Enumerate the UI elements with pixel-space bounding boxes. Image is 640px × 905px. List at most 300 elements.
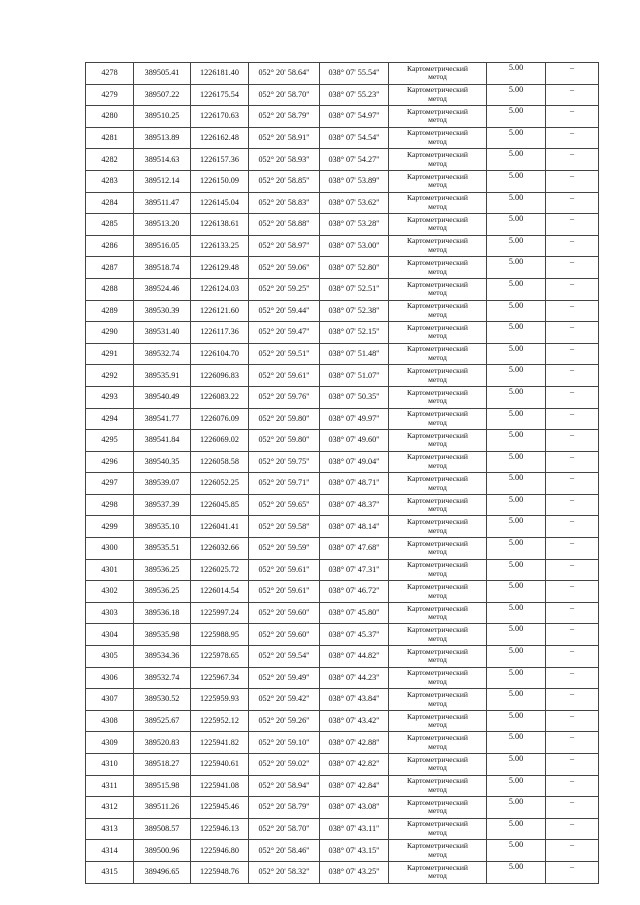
method-cell: [389, 386, 487, 408]
note-cell: –: [546, 775, 599, 797]
y-coordinate-cell: 1226041.41: [191, 516, 249, 538]
method-cell: [389, 473, 487, 495]
point-number-cell: 4285: [86, 214, 134, 236]
table-row: [86, 106, 599, 128]
method-cell: [389, 602, 487, 624]
table-row: [86, 861, 599, 883]
method-line-1: Картометрический: [407, 841, 468, 851]
latitude-cell: 052° 20' 58.70": [249, 818, 320, 840]
x-coordinate-cell: 389511.26: [134, 797, 191, 819]
method-cell: [389, 818, 487, 840]
point-number-cell: 4290: [86, 322, 134, 344]
longitude-cell: 038° 07' 42.84": [320, 775, 389, 797]
note-cell: –: [546, 127, 599, 149]
y-coordinate-cell: 1226170.63: [191, 106, 249, 128]
accuracy-cell: 5.00: [487, 602, 546, 624]
x-coordinate-cell: 389532.74: [134, 667, 191, 689]
accuracy-cell: 5.00: [487, 84, 546, 106]
point-number-cell: 4291: [86, 343, 134, 365]
latitude-cell: 052° 20' 58.79": [249, 797, 320, 819]
method-line-1: Картометрический: [407, 711, 468, 721]
longitude-cell: 038° 07' 47.68": [320, 538, 389, 560]
method-line-1: Картометрический: [407, 63, 468, 73]
y-coordinate-cell: 1225946.13: [191, 818, 249, 840]
latitude-cell: 052° 20' 59.61": [249, 559, 320, 581]
method-line-1: Картометрический: [407, 733, 468, 743]
table-row: [86, 689, 599, 711]
longitude-cell: 038° 07' 54.27": [320, 149, 389, 171]
y-coordinate-cell: 1226150.09: [191, 170, 249, 192]
point-number-cell: 4283: [86, 170, 134, 192]
latitude-cell: 052° 20' 59.80": [249, 430, 320, 452]
note-cell: –: [546, 300, 599, 322]
method-line-2: метод: [428, 93, 447, 103]
table-row: [86, 386, 599, 408]
x-coordinate-cell: 389535.98: [134, 624, 191, 646]
method-line-2: метод: [428, 676, 447, 686]
method-cell: [389, 451, 487, 473]
x-coordinate-cell: 389518.74: [134, 257, 191, 279]
method-line-2: метод: [428, 266, 447, 276]
longitude-cell: 038° 07' 48.37": [320, 494, 389, 516]
method-cell: [389, 365, 487, 387]
y-coordinate-cell: 1225948.76: [191, 861, 249, 883]
method-line-1: Картометрический: [407, 560, 468, 570]
method-line-2: метод: [428, 460, 447, 470]
latitude-cell: 052° 20' 59.60": [249, 602, 320, 624]
accuracy-cell: 5.00: [487, 689, 546, 711]
y-coordinate-cell: 1225967.34: [191, 667, 249, 689]
point-number-cell: 4301: [86, 559, 134, 581]
latitude-cell: 052° 20' 58.83": [249, 192, 320, 214]
point-number-cell: 4297: [86, 473, 134, 495]
method-line-2: метод: [428, 633, 447, 643]
method-line-1: Картометрический: [407, 689, 468, 699]
note-cell: –: [546, 840, 599, 862]
method-cell: [389, 624, 487, 646]
table-row: [86, 624, 599, 646]
table-row: [86, 408, 599, 430]
point-number-cell: 4286: [86, 235, 134, 257]
note-cell: –: [546, 257, 599, 279]
x-coordinate-cell: 389531.40: [134, 322, 191, 344]
method-line-1: Картометрический: [407, 128, 468, 138]
method-line-1: Картометрический: [407, 106, 468, 116]
accuracy-cell: 5.00: [487, 235, 546, 257]
point-number-cell: 4292: [86, 365, 134, 387]
longitude-cell: 038° 07' 53.62": [320, 192, 389, 214]
method-line-2: метод: [428, 741, 447, 751]
y-coordinate-cell: 1226069.02: [191, 430, 249, 452]
latitude-cell: 052° 20' 58.97": [249, 235, 320, 257]
x-coordinate-cell: 389535.51: [134, 538, 191, 560]
note-cell: –: [546, 451, 599, 473]
latitude-cell: 052° 20' 59.06": [249, 257, 320, 279]
point-number-cell: 4307: [86, 689, 134, 711]
y-coordinate-cell: 1225941.08: [191, 775, 249, 797]
latitude-cell: 052° 20' 59.10": [249, 732, 320, 754]
accuracy-cell: 5.00: [487, 106, 546, 128]
method-line-1: Картометрический: [407, 538, 468, 548]
accuracy-cell: 5.00: [487, 667, 546, 689]
latitude-cell: 052° 20' 58.91": [249, 127, 320, 149]
latitude-cell: 052° 20' 59.65": [249, 494, 320, 516]
y-coordinate-cell: 1226096.83: [191, 365, 249, 387]
x-coordinate-cell: 389508.57: [134, 818, 191, 840]
accuracy-cell: 5.00: [487, 430, 546, 452]
method-cell: [389, 646, 487, 668]
longitude-cell: 038° 07' 43.25": [320, 861, 389, 883]
point-number-cell: 4309: [86, 732, 134, 754]
method-line-2: метод: [428, 525, 447, 535]
longitude-cell: 038° 07' 42.88": [320, 732, 389, 754]
table-row: [86, 602, 599, 624]
x-coordinate-cell: 389496.65: [134, 861, 191, 883]
note-cell: –: [546, 646, 599, 668]
y-coordinate-cell: 1225946.80: [191, 840, 249, 862]
method-line-2: метод: [428, 353, 447, 363]
note-cell: –: [546, 818, 599, 840]
x-coordinate-cell: 389532.74: [134, 343, 191, 365]
method-cell: [389, 516, 487, 538]
table-body: [86, 63, 599, 884]
method-line-2: метод: [428, 504, 447, 514]
x-coordinate-cell: 389534.36: [134, 646, 191, 668]
method-cell: [389, 494, 487, 516]
note-cell: –: [546, 797, 599, 819]
y-coordinate-cell: 1226145.04: [191, 192, 249, 214]
method-cell: [389, 754, 487, 776]
accuracy-cell: 5.00: [487, 343, 546, 365]
method-line-2: метод: [428, 374, 447, 384]
note-cell: –: [546, 408, 599, 430]
accuracy-cell: 5.00: [487, 646, 546, 668]
method-cell: [389, 106, 487, 128]
method-line-2: метод: [428, 180, 447, 190]
x-coordinate-cell: 389507.22: [134, 84, 191, 106]
note-cell: –: [546, 192, 599, 214]
method-line-1: Картометрический: [407, 258, 468, 268]
method-line-1: Картометрический: [407, 797, 468, 807]
table-row: [86, 516, 599, 538]
method-line-2: метод: [428, 309, 447, 319]
longitude-cell: 038° 07' 43.15": [320, 840, 389, 862]
note-cell: –: [546, 106, 599, 128]
x-coordinate-cell: 389510.25: [134, 106, 191, 128]
method-cell: [389, 235, 487, 257]
note-cell: –: [546, 343, 599, 365]
table-row: [86, 149, 599, 171]
table-row: [86, 84, 599, 106]
accuracy-cell: 5.00: [487, 538, 546, 560]
x-coordinate-cell: 389530.52: [134, 689, 191, 711]
accuracy-cell: 5.00: [487, 818, 546, 840]
method-line-2: метод: [428, 784, 447, 794]
longitude-cell: 038° 07' 46.72": [320, 581, 389, 603]
latitude-cell: 052° 20' 59.42": [249, 689, 320, 711]
y-coordinate-cell: 1226045.85: [191, 494, 249, 516]
latitude-cell: 052° 20' 59.54": [249, 646, 320, 668]
latitude-cell: 052° 20' 59.02": [249, 754, 320, 776]
note-cell: –: [546, 430, 599, 452]
method-line-2: метод: [428, 288, 447, 298]
method-cell: [389, 689, 487, 711]
table-row: [86, 775, 599, 797]
note-cell: –: [546, 365, 599, 387]
table-row: [86, 559, 599, 581]
point-number-cell: 4302: [86, 581, 134, 603]
note-cell: –: [546, 170, 599, 192]
longitude-cell: 038° 07' 55.23": [320, 84, 389, 106]
accuracy-cell: 5.00: [487, 516, 546, 538]
y-coordinate-cell: 1226133.25: [191, 235, 249, 257]
method-cell: [389, 170, 487, 192]
x-coordinate-cell: 389518.27: [134, 754, 191, 776]
longitude-cell: 038° 07' 53.28": [320, 214, 389, 236]
table-row: [86, 710, 599, 732]
y-coordinate-cell: 1225952.12: [191, 710, 249, 732]
x-coordinate-cell: 389525.67: [134, 710, 191, 732]
method-line-1: Картометрический: [407, 581, 468, 591]
table-row: [86, 322, 599, 344]
table-row: [86, 214, 599, 236]
coordinates-table: [85, 62, 599, 884]
method-line-1: Картометрический: [407, 366, 468, 376]
method-cell: [389, 861, 487, 883]
note-cell: –: [546, 754, 599, 776]
method-cell: [389, 667, 487, 689]
method-line-1: Картометрический: [407, 862, 468, 872]
note-cell: –: [546, 84, 599, 106]
method-line-1: Картометрический: [407, 603, 468, 613]
x-coordinate-cell: 389540.49: [134, 386, 191, 408]
longitude-cell: 038° 07' 48.14": [320, 516, 389, 538]
y-coordinate-cell: 1226032.66: [191, 538, 249, 560]
latitude-cell: 052° 20' 59.44": [249, 300, 320, 322]
accuracy-cell: 5.00: [487, 408, 546, 430]
method-line-2: метод: [428, 137, 447, 147]
y-coordinate-cell: 1225941.82: [191, 732, 249, 754]
method-line-1: Картометрический: [407, 668, 468, 678]
x-coordinate-cell: 389541.77: [134, 408, 191, 430]
table-row: [86, 581, 599, 603]
note-cell: –: [546, 473, 599, 495]
latitude-cell: 052° 20' 59.61": [249, 365, 320, 387]
table-row: [86, 840, 599, 862]
latitude-cell: 052° 20' 59.58": [249, 516, 320, 538]
y-coordinate-cell: 1225988.95: [191, 624, 249, 646]
x-coordinate-cell: 389511.47: [134, 192, 191, 214]
y-coordinate-cell: 1226083.22: [191, 386, 249, 408]
table-row: [86, 646, 599, 668]
latitude-cell: 052° 20' 59.76": [249, 386, 320, 408]
longitude-cell: 038° 07' 52.38": [320, 300, 389, 322]
point-number-cell: 4300: [86, 538, 134, 560]
x-coordinate-cell: 389500.96: [134, 840, 191, 862]
x-coordinate-cell: 389535.10: [134, 516, 191, 538]
method-line-2: метод: [428, 590, 447, 600]
table-row: [86, 818, 599, 840]
method-line-1: Картометрический: [407, 344, 468, 354]
y-coordinate-cell: 1225997.24: [191, 602, 249, 624]
method-line-1: Картометрический: [407, 387, 468, 397]
table-row: [86, 278, 599, 300]
method-line-2: метод: [428, 223, 447, 233]
accuracy-cell: 5.00: [487, 861, 546, 883]
longitude-cell: 038° 07' 43.84": [320, 689, 389, 711]
point-number-cell: 4296: [86, 451, 134, 473]
accuracy-cell: 5.00: [487, 710, 546, 732]
method-line-1: Картометрический: [407, 646, 468, 656]
point-number-cell: 4303: [86, 602, 134, 624]
latitude-cell: 052° 20' 59.25": [249, 278, 320, 300]
point-number-cell: 4282: [86, 149, 134, 171]
method-line-2: метод: [428, 547, 447, 557]
method-line-1: Картометрический: [407, 214, 468, 224]
latitude-cell: 052° 20' 58.85": [249, 170, 320, 192]
method-line-1: Картометрический: [407, 301, 468, 311]
x-coordinate-cell: 389536.18: [134, 602, 191, 624]
method-cell: [389, 581, 487, 603]
longitude-cell: 038° 07' 54.54": [320, 127, 389, 149]
note-cell: –: [546, 538, 599, 560]
method-line-2: метод: [428, 158, 447, 168]
longitude-cell: 038° 07' 53.89": [320, 170, 389, 192]
y-coordinate-cell: 1226076.09: [191, 408, 249, 430]
method-line-2: метод: [428, 331, 447, 341]
note-cell: –: [546, 559, 599, 581]
point-number-cell: 4312: [86, 797, 134, 819]
y-coordinate-cell: 1226052.25: [191, 473, 249, 495]
method-line-2: метод: [428, 72, 447, 82]
longitude-cell: 038° 07' 49.60": [320, 430, 389, 452]
y-coordinate-cell: 1226025.72: [191, 559, 249, 581]
x-coordinate-cell: 389536.25: [134, 581, 191, 603]
y-coordinate-cell: 1226014.54: [191, 581, 249, 603]
latitude-cell: 052° 20' 59.59": [249, 538, 320, 560]
note-cell: –: [546, 278, 599, 300]
method-cell: [389, 430, 487, 452]
y-coordinate-cell: 1225959.93: [191, 689, 249, 711]
note-cell: –: [546, 667, 599, 689]
method-line-1: Картометрический: [407, 279, 468, 289]
method-line-2: метод: [428, 115, 447, 125]
method-cell: [389, 192, 487, 214]
method-cell: [389, 278, 487, 300]
method-line-2: метод: [428, 806, 447, 816]
point-number-cell: 4288: [86, 278, 134, 300]
method-cell: [389, 322, 487, 344]
table-row: [86, 127, 599, 149]
point-number-cell: 4279: [86, 84, 134, 106]
note-cell: –: [546, 494, 599, 516]
note-cell: –: [546, 322, 599, 344]
point-number-cell: 4304: [86, 624, 134, 646]
note-cell: –: [546, 386, 599, 408]
latitude-cell: 052° 20' 58.64": [249, 63, 320, 85]
method-line-1: Картометрический: [407, 85, 468, 95]
longitude-cell: 038° 07' 44.23": [320, 667, 389, 689]
longitude-cell: 038° 07' 51.48": [320, 343, 389, 365]
table-row: [86, 192, 599, 214]
method-cell: [389, 559, 487, 581]
method-line-2: метод: [428, 763, 447, 773]
note-cell: –: [546, 602, 599, 624]
method-line-1: Картометрический: [407, 819, 468, 829]
point-number-cell: 4306: [86, 667, 134, 689]
method-cell: [389, 63, 487, 85]
x-coordinate-cell: 389530.39: [134, 300, 191, 322]
y-coordinate-cell: 1225978.65: [191, 646, 249, 668]
longitude-cell: 038° 07' 52.15": [320, 322, 389, 344]
longitude-cell: 038° 07' 49.04": [320, 451, 389, 473]
point-number-cell: 4295: [86, 430, 134, 452]
longitude-cell: 038° 07' 43.42": [320, 710, 389, 732]
latitude-cell: 052° 20' 58.70": [249, 84, 320, 106]
longitude-cell: 038° 07' 55.54": [320, 63, 389, 85]
x-coordinate-cell: 389524.46: [134, 278, 191, 300]
method-line-2: метод: [428, 201, 447, 211]
latitude-cell: 052° 20' 59.51": [249, 343, 320, 365]
method-cell: [389, 840, 487, 862]
method-line-1: Картометрический: [407, 625, 468, 635]
method-cell: [389, 538, 487, 560]
longitude-cell: 038° 07' 45.80": [320, 602, 389, 624]
table-row: [86, 235, 599, 257]
method-line-2: метод: [428, 698, 447, 708]
accuracy-cell: 5.00: [487, 365, 546, 387]
table-row: [86, 257, 599, 279]
table-row: [86, 667, 599, 689]
method-line-2: метод: [428, 720, 447, 730]
x-coordinate-cell: 389539.07: [134, 473, 191, 495]
method-line-1: Картометрический: [407, 495, 468, 505]
point-number-cell: 4311: [86, 775, 134, 797]
latitude-cell: 052° 20' 58.46": [249, 840, 320, 862]
y-coordinate-cell: 1226117.36: [191, 322, 249, 344]
table-row: [86, 732, 599, 754]
point-number-cell: 4315: [86, 861, 134, 883]
table-row: [86, 473, 599, 495]
method-line-1: Картометрический: [407, 754, 468, 764]
y-coordinate-cell: 1226104.70: [191, 343, 249, 365]
latitude-cell: 052° 20' 59.26": [249, 710, 320, 732]
accuracy-cell: 5.00: [487, 451, 546, 473]
y-coordinate-cell: 1226157.36: [191, 149, 249, 171]
longitude-cell: 038° 07' 45.37": [320, 624, 389, 646]
point-number-cell: 4289: [86, 300, 134, 322]
method-line-2: метод: [428, 439, 447, 449]
point-number-cell: 4298: [86, 494, 134, 516]
y-coordinate-cell: 1226129.48: [191, 257, 249, 279]
method-line-2: метод: [428, 245, 447, 255]
method-line-1: Картометрический: [407, 150, 468, 160]
longitude-cell: 038° 07' 48.71": [320, 473, 389, 495]
accuracy-cell: 5.00: [487, 386, 546, 408]
latitude-cell: 052° 20' 59.61": [249, 581, 320, 603]
latitude-cell: 052° 20' 59.47": [249, 322, 320, 344]
method-cell: [389, 408, 487, 430]
method-cell: [389, 214, 487, 236]
method-line-2: метод: [428, 828, 447, 838]
note-cell: –: [546, 861, 599, 883]
table-row: [86, 754, 599, 776]
y-coordinate-cell: 1226124.03: [191, 278, 249, 300]
accuracy-cell: 5.00: [487, 473, 546, 495]
note-cell: –: [546, 235, 599, 257]
accuracy-cell: 5.00: [487, 300, 546, 322]
method-line-1: Картометрический: [407, 193, 468, 203]
